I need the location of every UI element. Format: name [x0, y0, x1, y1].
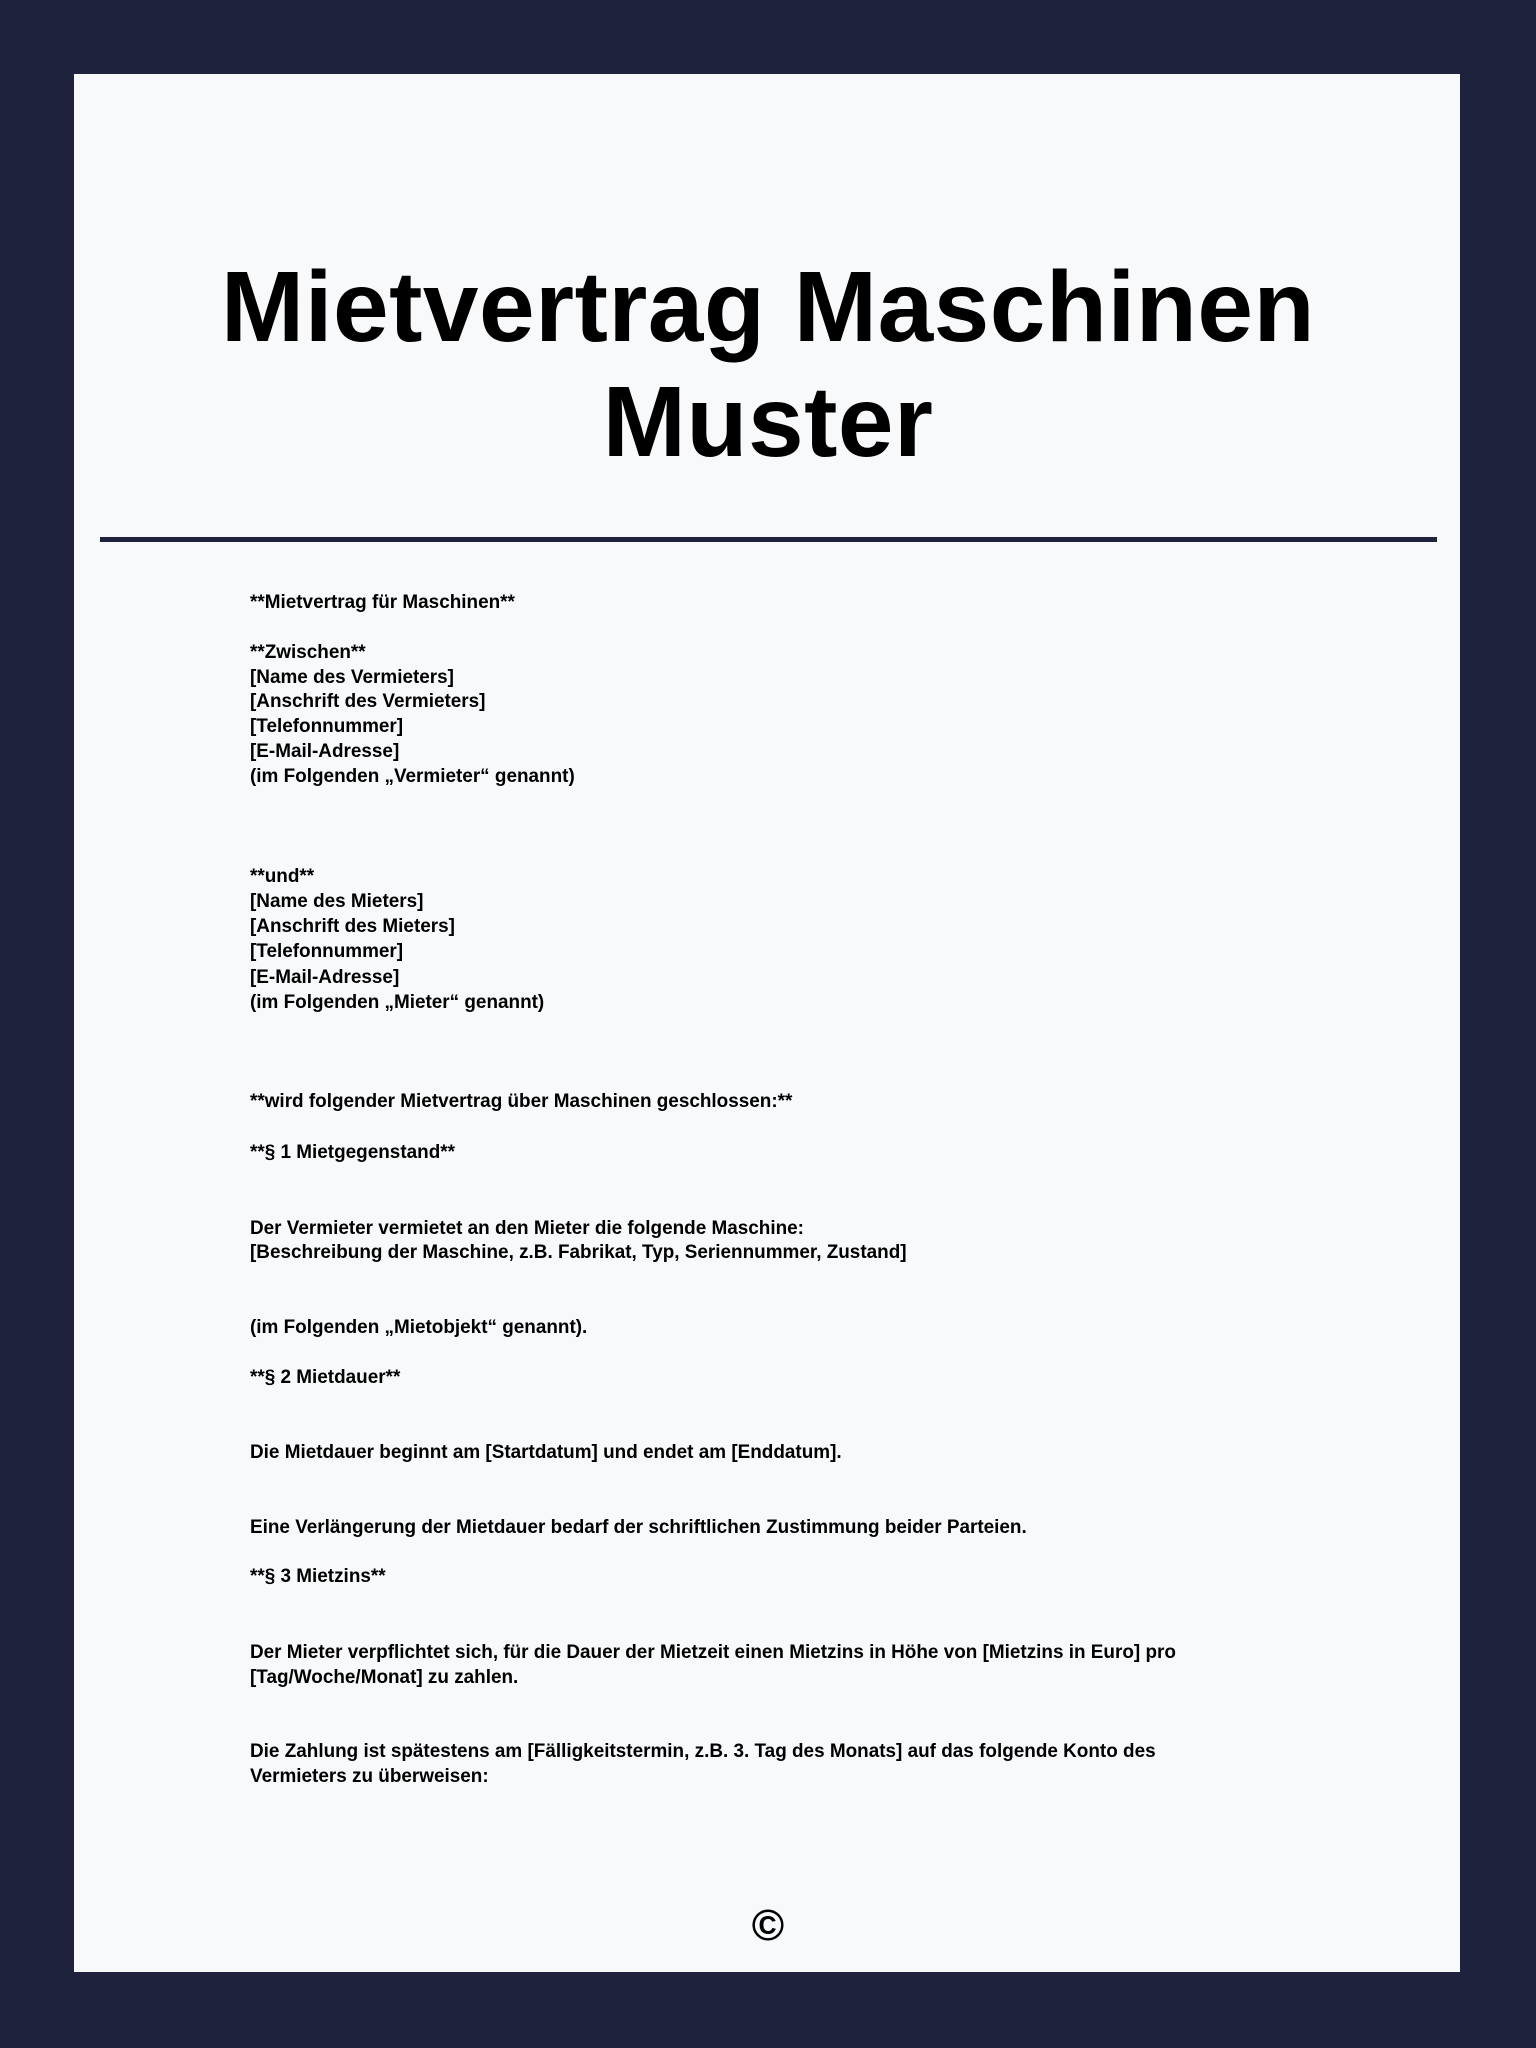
copyright-icon: © — [751, 1901, 785, 1950]
section-2-heading: **§ 2 Mietdauer** — [250, 1366, 401, 1388]
tenant-name: [Name des Mieters] — [250, 890, 424, 912]
section-1-designation: (im Folgenden „Mietobjekt“ genannt). — [250, 1316, 588, 1338]
landlord-designation: (im Folgenden „Vermieter“ genannt) — [250, 765, 575, 787]
landlord-email: [E-Mail-Adresse] — [250, 740, 400, 762]
document-title — [0, 250, 1536, 480]
tenant-email: [E-Mail-Adresse] — [250, 966, 400, 988]
title-line-1: Mietvertrag Maschinen — [220, 251, 1316, 363]
contract-intro: **wird folgender Mietvertrag über Maschinen geschlossen:** — [250, 1090, 793, 1112]
section-3-payment-line-1: Die Zahlung ist spätestens am [Fälligkeitstermin, z.B. 3. Tag des Monats] auf das folgende Konto des — [250, 1740, 1156, 1762]
tenant-designation: (im Folgenden „Mieter“ genannt) — [250, 991, 545, 1013]
section-3-text-line-2: [Tag/Woche/Monat] zu zahlen. — [250, 1666, 519, 1688]
section-2-text: Die Mietdauer beginnt am [Startdatum] und endet am [Enddatum]. — [250, 1441, 842, 1463]
tenant-phone: [Telefonnummer] — [250, 940, 404, 962]
tenant-heading: **und** — [250, 865, 315, 887]
title-divider — [100, 537, 1437, 542]
title-line-2: Muster — [602, 366, 934, 478]
section-1-machine-description: [Beschreibung der Maschine, z.B. Fabrikat, Typ, Seriennummer, Zustand] — [250, 1241, 907, 1263]
tenant-address: [Anschrift des Mieters] — [250, 915, 455, 937]
section-3-text-line-1: Der Mieter verpflichtet sich, für die Dauer der Mietzeit einen Mietzins in Höhe von [Mietzins in Euro] pro — [250, 1641, 1176, 1663]
section-1-text: Der Vermieter vermietet an den Mieter die folgende Maschine: — [250, 1217, 804, 1239]
landlord-heading: **Zwischen** — [250, 641, 366, 663]
landlord-address: [Anschrift des Vermieters] — [250, 690, 486, 712]
section-3-payment-line-2: Vermieters zu überweisen: — [250, 1765, 489, 1787]
section-2-extension: Eine Verlängerung der Mietdauer bedarf der schriftlichen Zustimmung beider Parteien. — [250, 1516, 1027, 1538]
landlord-name: [Name des Vermieters] — [250, 666, 454, 688]
section-1-heading: **§ 1 Mietgegenstand** — [250, 1141, 455, 1163]
contract-heading: **Mietvertrag für Maschinen** — [250, 591, 515, 613]
section-3-heading: **§ 3 Mietzins** — [250, 1565, 386, 1587]
landlord-phone: [Telefonnummer] — [250, 715, 404, 737]
